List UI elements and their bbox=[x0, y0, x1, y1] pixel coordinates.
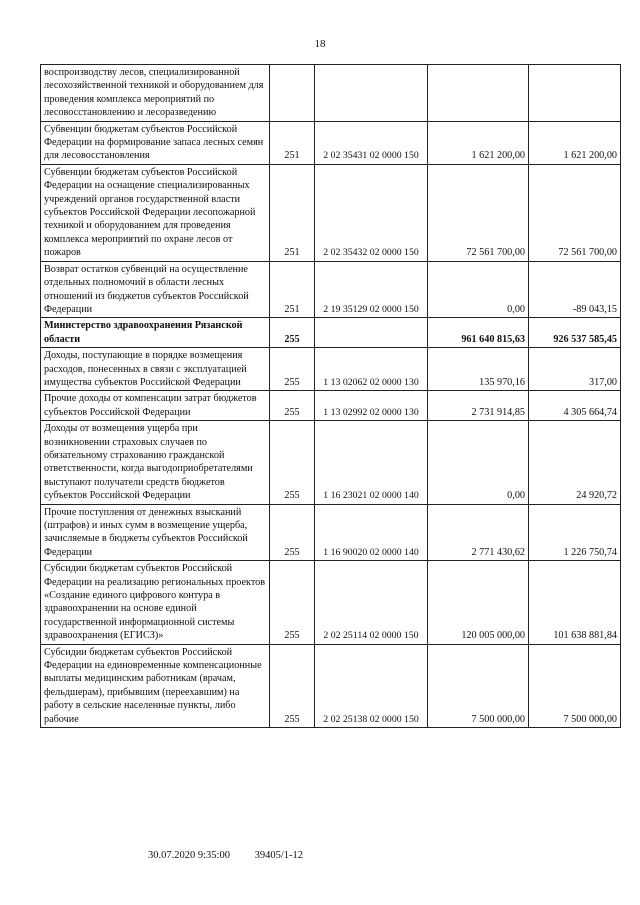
row-planned-amount-cell: 2 771 430,62 bbox=[428, 504, 529, 561]
row-actual-amount-cell bbox=[529, 65, 621, 122]
row-admin-code-cell: 255 bbox=[270, 391, 315, 421]
table-row bbox=[41, 348, 621, 391]
row-name-cell: Доходы от возмещения ущерба при возникновении страховых случаев по обязательному страхованию гражданской ответственности, когда выгодоприобретателями выступают получатели средств бюджетов субъектов Российской Федерации bbox=[41, 421, 270, 504]
row-admin-code-cell bbox=[270, 65, 315, 122]
row-planned-amount-cell: 1 621 200,00 bbox=[428, 121, 529, 164]
row-planned-amount-cell: 120 005 000,00 bbox=[428, 561, 529, 644]
row-planned-amount-cell: 0,00 bbox=[428, 421, 529, 504]
row-admin-code-cell: 251 bbox=[270, 261, 315, 318]
row-budget-code-cell: 2 02 35432 02 0000 150 bbox=[315, 164, 428, 261]
row-admin-code-cell: 255 bbox=[270, 421, 315, 504]
row-actual-amount-cell: -89 043,15 bbox=[529, 261, 621, 318]
row-admin-code-cell: 255 bbox=[270, 318, 315, 348]
row-budget-code-cell: 1 16 23021 02 0000 140 bbox=[315, 421, 428, 504]
row-actual-amount-cell: 317,00 bbox=[529, 348, 621, 391]
row-actual-amount-cell: 1 621 200,00 bbox=[529, 121, 621, 164]
row-name-cell: Возврат остатков субвенций на осуществление отдельных полномочий в области лесных отношений из бюджетов субъектов Российской Федерации bbox=[41, 261, 270, 318]
table-row bbox=[41, 65, 621, 122]
row-budget-code-cell bbox=[315, 65, 428, 122]
row-budget-code-cell bbox=[315, 318, 428, 348]
table-row bbox=[41, 121, 621, 164]
row-name-cell: Субсидии бюджетам субъектов Российской Федерации на реализацию региональных проектов «Создание единого цифрового контура в здравоохранении на основе единой государственной информационной системы здравоохранения (ЕГИСЗ)» bbox=[41, 561, 270, 644]
footer-datetime: 30.07.2020 9:35:00 bbox=[148, 850, 230, 861]
table-row bbox=[41, 504, 621, 561]
page-number: 18 bbox=[314, 38, 326, 50]
row-admin-code-cell: 255 bbox=[270, 561, 315, 644]
row-planned-amount-cell: 0,00 bbox=[428, 261, 529, 318]
footer-doc-number: 39405/1-12 bbox=[254, 850, 304, 861]
row-budget-code-cell: 2 02 25114 02 0000 150 bbox=[315, 561, 428, 644]
row-budget-code-cell: 2 19 35129 02 0000 150 bbox=[315, 261, 428, 318]
row-planned-amount-cell: 961 640 815,63 bbox=[428, 318, 529, 348]
row-actual-amount-cell: 4 305 664,74 bbox=[529, 391, 621, 421]
row-budget-code-cell: 1 16 90020 02 0000 140 bbox=[315, 504, 428, 561]
document-footer bbox=[148, 850, 325, 861]
row-admin-code-cell: 255 bbox=[270, 504, 315, 561]
row-name-cell: Субсидии бюджетам субъектов Российской Федерации на единовременные компенсационные выплаты медицинским работникам (врачам, фельдшерам), прибывшим (переехавшим) на работу в сельские населенные пункты, либо рабочие bbox=[41, 644, 270, 727]
table-row bbox=[41, 318, 621, 348]
table-row bbox=[41, 421, 621, 504]
row-name-cell: Доходы, поступающие в порядке возмещения расходов, понесенных в связи с эксплуатацией имущества субъектов Российской Федерации bbox=[41, 348, 270, 391]
row-admin-code-cell: 255 bbox=[270, 348, 315, 391]
table-row bbox=[41, 164, 621, 261]
row-actual-amount-cell: 24 920,72 bbox=[529, 421, 621, 504]
row-planned-amount-cell: 2 731 914,85 bbox=[428, 391, 529, 421]
row-name-cell: воспроизводству лесов, специализированной лесохозяйственной техникой и оборудованием для проведения комплекса мероприятий по лесовосстановлению и лесоразведению bbox=[41, 65, 270, 122]
row-actual-amount-cell: 101 638 881,84 bbox=[529, 561, 621, 644]
row-admin-code-cell: 251 bbox=[270, 164, 315, 261]
row-planned-amount-cell bbox=[428, 65, 529, 122]
row-actual-amount-cell: 72 561 700,00 bbox=[529, 164, 621, 261]
row-admin-code-cell: 251 bbox=[270, 121, 315, 164]
row-budget-code-cell: 1 13 02062 02 0000 130 bbox=[315, 348, 428, 391]
row-name-cell: Министерство здравоохранения Рязанской области bbox=[41, 318, 270, 348]
row-name-cell: Прочие доходы от компенсации затрат бюджетов субъектов Российской Федерации bbox=[41, 391, 270, 421]
table-row bbox=[41, 391, 621, 421]
row-name-cell: Субвенции бюджетам субъектов Российской Федерации на оснащение специализированных учреждений органов государственной власти субъектов Российской Федерации лесопожарной техникой и оборудованием для проведения комплекса мероприятий по охране лесов от пожаров bbox=[41, 164, 270, 261]
row-actual-amount-cell: 1 226 750,74 bbox=[529, 504, 621, 561]
row-planned-amount-cell: 72 561 700,00 bbox=[428, 164, 529, 261]
table-row bbox=[41, 261, 621, 318]
row-budget-code-cell: 2 02 35431 02 0000 150 bbox=[315, 121, 428, 164]
row-actual-amount-cell: 926 537 585,45 bbox=[529, 318, 621, 348]
table-body bbox=[41, 65, 621, 728]
row-budget-code-cell: 1 13 02992 02 0000 130 bbox=[315, 391, 428, 421]
row-planned-amount-cell: 7 500 000,00 bbox=[428, 644, 529, 727]
table-row bbox=[41, 561, 621, 644]
row-planned-amount-cell: 135 970,16 bbox=[428, 348, 529, 391]
row-name-cell: Субвенции бюджетам субъектов Российской Федерации на формирование запаса лесных семян для лесовосстановления bbox=[41, 121, 270, 164]
row-name-cell: Прочие поступления от денежных взысканий (штрафов) и иных сумм в возмещение ущерба, зачисляемые в бюджеты субъектов Российской Федерации bbox=[41, 504, 270, 561]
row-admin-code-cell: 255 bbox=[270, 644, 315, 727]
revenue-table bbox=[40, 64, 621, 728]
table-row bbox=[41, 644, 621, 727]
row-actual-amount-cell: 7 500 000,00 bbox=[529, 644, 621, 727]
row-budget-code-cell: 2 02 25138 02 0000 150 bbox=[315, 644, 428, 727]
